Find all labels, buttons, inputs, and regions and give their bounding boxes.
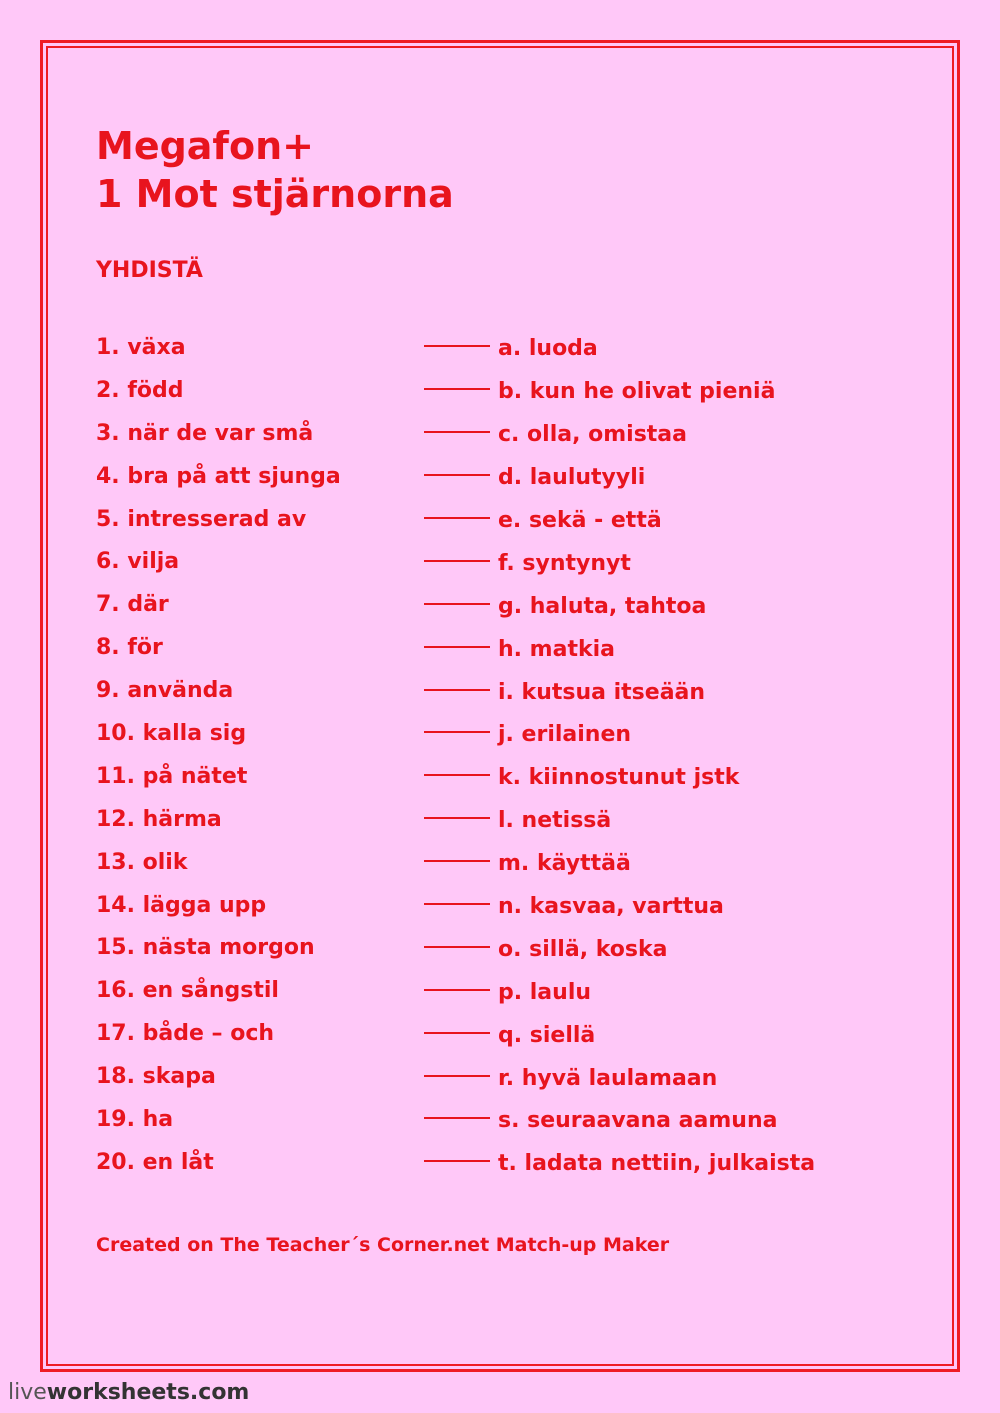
match-row	[96, 626, 916, 669]
match-row	[96, 798, 916, 841]
finnish-term-group	[424, 891, 724, 919]
match-row	[96, 712, 916, 755]
finnish-term-group	[424, 376, 775, 404]
answer-blank[interactable]	[424, 1055, 490, 1077]
swedish-term: 19. ha	[96, 1106, 174, 1132]
worksheet-title: Megafon+	[96, 124, 314, 168]
finnish-term-group	[424, 634, 615, 662]
answer-blank[interactable]	[424, 969, 490, 991]
match-row	[96, 412, 916, 455]
finnish-term: s. seuraavana aamuna	[498, 1108, 778, 1134]
finnish-term: f. syntynyt	[498, 550, 631, 576]
swedish-term: 6. vilja	[96, 549, 180, 575]
answer-blank[interactable]	[424, 883, 490, 905]
match-row	[96, 969, 916, 1012]
finnish-term-group	[424, 977, 591, 1005]
finnish-term-group	[424, 848, 631, 876]
match-row	[96, 1141, 916, 1184]
finnish-term: d. laulutyyli	[498, 465, 646, 491]
match-row	[96, 1098, 916, 1141]
answer-blank[interactable]	[424, 626, 490, 648]
finnish-term: j. erilainen	[498, 722, 632, 748]
finnish-term: k. kiinnostunut jstk	[498, 765, 740, 791]
answer-blank[interactable]	[424, 454, 490, 476]
answer-blank[interactable]	[424, 1097, 490, 1119]
finnish-term: h. matkia	[498, 636, 615, 662]
answer-blank[interactable]	[424, 368, 490, 390]
match-row	[96, 926, 916, 969]
swedish-term: 17. både – och	[96, 1021, 275, 1047]
finnish-term-group	[424, 462, 645, 490]
answer-blank[interactable]	[424, 797, 490, 819]
match-row	[96, 498, 916, 541]
swedish-term: 20. en låt	[96, 1149, 214, 1175]
swedish-term: 10. kalla sig	[96, 720, 247, 746]
finnish-term-group	[424, 548, 631, 576]
match-row	[96, 369, 916, 412]
finnish-term-group	[424, 333, 598, 361]
match-row	[96, 455, 916, 498]
finnish-term-group	[424, 591, 706, 619]
watermark-part-worksheets: worksheets	[46, 1380, 190, 1405]
match-row	[96, 884, 916, 927]
answer-blank[interactable]	[424, 325, 490, 347]
finnish-term: i. kutsua itseään	[498, 679, 706, 705]
match-row	[96, 540, 916, 583]
answer-blank[interactable]	[424, 1140, 490, 1162]
match-row	[96, 583, 916, 626]
watermark	[8, 1380, 249, 1405]
finnish-term: c. olla, omistaa	[498, 422, 687, 448]
swedish-term: 1. växa	[96, 334, 186, 360]
watermark-part-live: live	[8, 1380, 47, 1405]
finnish-term-group	[424, 1020, 595, 1048]
swedish-term: 8. för	[96, 635, 163, 661]
finnish-term-group	[424, 719, 631, 747]
match-row	[96, 1012, 916, 1055]
swedish-term: 4. bra på att sjunga	[96, 463, 341, 489]
answer-blank[interactable]	[424, 497, 490, 519]
swedish-term: 15. nästa morgon	[96, 935, 315, 961]
swedish-term: 3. när de var små	[96, 420, 314, 446]
swedish-term: 16. en sångstil	[96, 978, 279, 1004]
answer-blank[interactable]	[424, 583, 490, 605]
watermark-part-com: .com	[189, 1380, 250, 1405]
swedish-term: 5. intresserad av	[96, 506, 307, 532]
finnish-term: t. ladata nettiin, julkaista	[498, 1151, 816, 1177]
finnish-term: b. kun he olivat pieniä	[498, 379, 776, 405]
match-row	[96, 326, 916, 369]
finnish-term-group	[424, 419, 687, 447]
finnish-term-group	[424, 762, 739, 790]
match-row	[96, 1055, 916, 1098]
swedish-term: 9. använda	[96, 678, 234, 704]
finnish-term-group	[424, 1105, 777, 1133]
instruction-label: YHDISTÄ	[96, 258, 203, 283]
answer-blank[interactable]	[424, 840, 490, 862]
finnish-term-group	[424, 1063, 717, 1091]
swedish-term: 2. född	[96, 377, 184, 403]
swedish-term: 18. skapa	[96, 1064, 216, 1090]
finnish-term-group	[424, 934, 667, 962]
answer-blank[interactable]	[424, 1012, 490, 1034]
answer-blank[interactable]	[424, 926, 490, 948]
match-row	[96, 755, 916, 798]
credit-line: Created on The Teacher´s Corner.net Match-up Maker	[96, 1234, 670, 1256]
finnish-term: l. netissä	[498, 808, 612, 834]
swedish-term: 14. lägga upp	[96, 892, 267, 918]
finnish-term: e. sekä - että	[498, 508, 662, 533]
finnish-term: m. käyttää	[498, 851, 631, 877]
swedish-term: 13. olik	[96, 849, 188, 875]
finnish-term: a. luoda	[498, 336, 598, 362]
swedish-term: 11. på nätet	[96, 763, 248, 789]
answer-blank[interactable]	[424, 411, 490, 433]
answer-blank[interactable]	[424, 711, 490, 733]
match-row	[96, 669, 916, 712]
answer-blank[interactable]	[424, 540, 490, 562]
finnish-term: p. laulu	[498, 979, 592, 1005]
finnish-term: n. kasvaa, varttua	[498, 894, 724, 920]
finnish-term: g. haluta, tahtoa	[498, 593, 707, 619]
swedish-term: 7. där	[96, 592, 169, 618]
match-list	[96, 326, 916, 1184]
finnish-term: r. hyvä laulamaan	[498, 1065, 718, 1091]
swedish-term: 12. härma	[96, 806, 222, 832]
worksheet-content	[96, 122, 916, 1184]
worksheet-chapter-title: 1 Mot stjärnorna	[96, 172, 454, 216]
finnish-term-group	[424, 805, 611, 833]
finnish-term-group	[424, 677, 705, 705]
finnish-term: o. sillä, koska	[498, 936, 668, 962]
answer-blank[interactable]	[424, 754, 490, 776]
finnish-term: q. siellä	[498, 1022, 596, 1048]
answer-blank[interactable]	[424, 669, 490, 691]
match-row	[96, 841, 916, 884]
finnish-term-group	[424, 1148, 815, 1176]
finnish-term-group	[424, 505, 662, 533]
